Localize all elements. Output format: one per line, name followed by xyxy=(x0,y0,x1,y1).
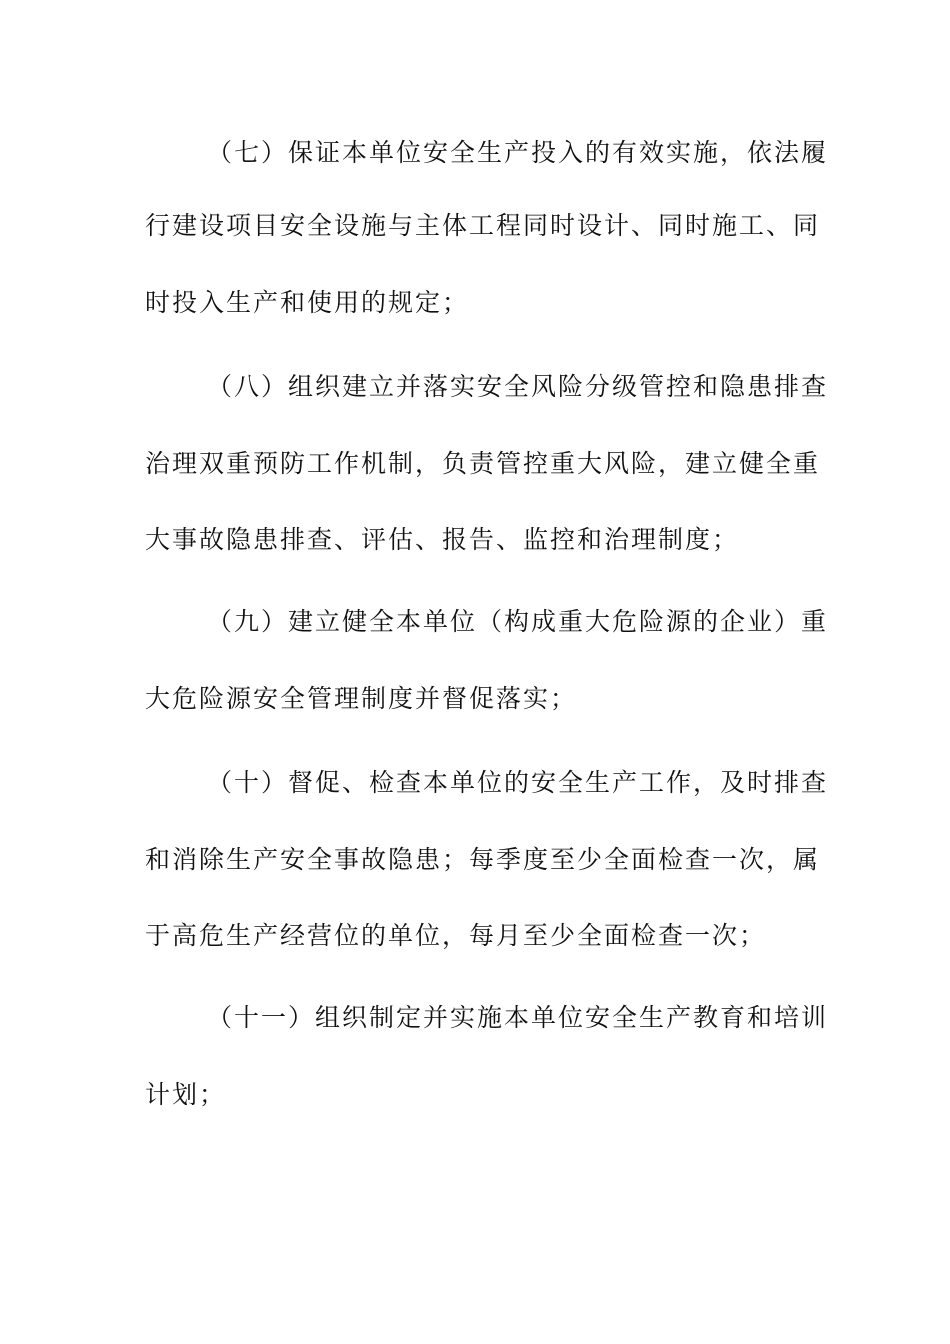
paragraph-line: 于高危生产经营位的单位，每月至少全面检查一次； xyxy=(145,921,767,950)
paragraph-line: 时投入生产和使用的规定； xyxy=(145,288,470,317)
paragraph-line: 行建设项目安全设施与主体工程同时设计、同时施工、同 xyxy=(145,211,821,240)
paragraph-line: 计划； xyxy=(145,1080,227,1109)
paragraph-line: （八）组织建立并落实安全风险分级管控和隐患排查 xyxy=(207,372,829,401)
paragraph-line: （九）建立健全本单位（构成重大危险源的企业）重 xyxy=(207,607,829,636)
paragraph-line: 治理双重预防工作机制，负责管控重大风险，建立健全重 xyxy=(145,449,821,478)
paragraph-line: （十）督促、检查本单位的安全生产工作，及时排查 xyxy=(207,768,829,797)
paragraph-line: （十一）组织制定并实施本单位安全生产教育和培训 xyxy=(207,1003,829,1032)
paragraph-line: （七）保证本单位安全生产投入的有效实施，依法履 xyxy=(207,138,829,167)
paragraph-line: 大危险源安全管理制度并督促落实； xyxy=(145,684,578,713)
paragraph-line: 和消除生产安全事故隐患；每季度至少全面检查一次，属 xyxy=(145,845,821,874)
paragraph-line: 大事故隐患排查、评估、报告、监控和治理制度； xyxy=(145,525,740,554)
